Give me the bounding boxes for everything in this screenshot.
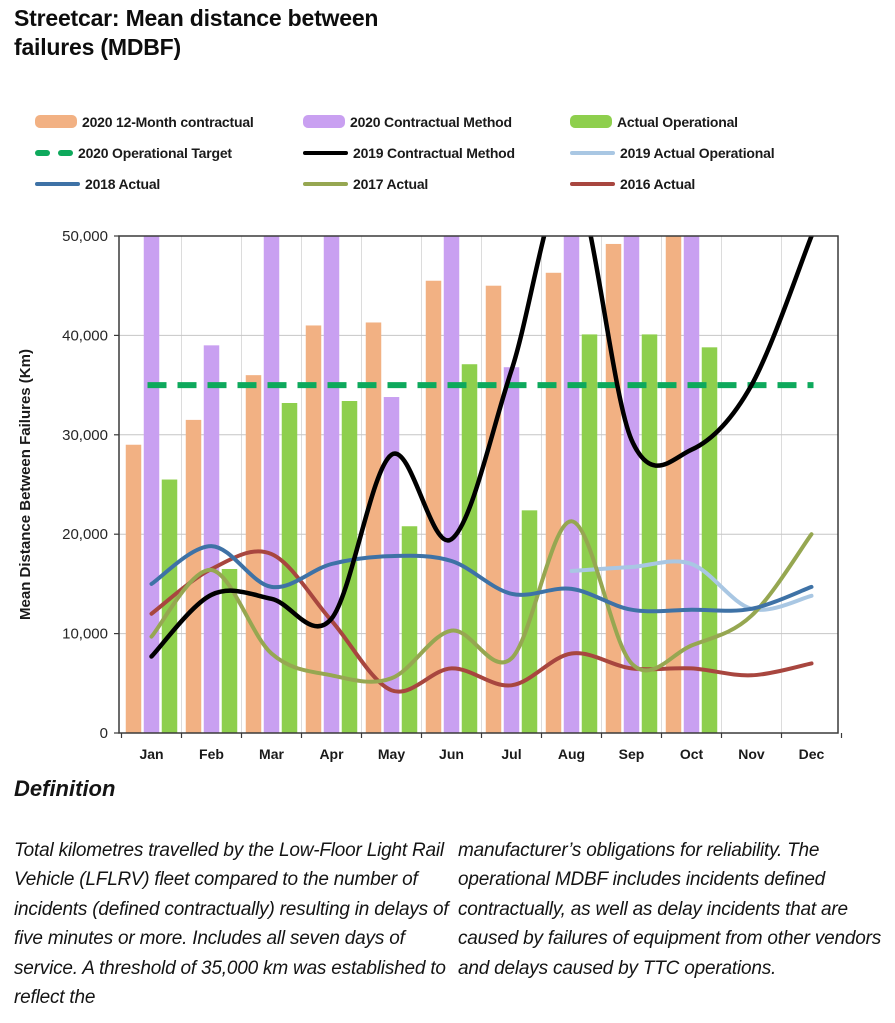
legend-label: 2019 Contractual Method xyxy=(353,144,515,161)
olive-line-swatch xyxy=(303,182,348,186)
x-tick-label: Jul xyxy=(501,746,522,762)
definition-text-right: manufacturer’s obligations for reliability. The operational MDBF includes incidents defined contractually, as well as delay incidents that are caused by failures of equipment from other vendors and delays caused by TTC operations. xyxy=(458,840,882,979)
definition-heading: Definition xyxy=(14,776,116,801)
legend-item xyxy=(303,114,570,130)
legend-label: Actual Operational xyxy=(617,113,738,130)
legend-label: 2020 Operational Target xyxy=(78,144,232,161)
legend-label: 2018 Actual xyxy=(85,175,161,192)
x-tick-label: Jan xyxy=(139,746,164,762)
mdbf-chart xyxy=(0,222,895,774)
green-bar-swatch xyxy=(570,115,612,128)
bar-actual-operational xyxy=(162,480,178,733)
bar-2020-12-month-contractual xyxy=(486,286,502,733)
x-tick-label: Apr xyxy=(319,746,344,762)
bar-2020-contractual-method xyxy=(684,236,700,733)
green-dashed-line-swatch xyxy=(35,150,73,156)
legend-label: 2020 12-Month contractual xyxy=(82,113,254,130)
bar-2020-12-month-contractual xyxy=(126,445,142,733)
page-title: Streetcar: Mean distance between failures (MDBF) xyxy=(14,5,379,61)
bar-actual-operational xyxy=(462,364,478,733)
x-tick-label: Jun xyxy=(439,746,464,762)
y-tick-label: 30,000 xyxy=(62,426,108,444)
blue-line-swatch xyxy=(35,182,80,186)
legend-item xyxy=(570,176,774,192)
chart-area xyxy=(0,222,895,774)
y-tick-label: 40,000 xyxy=(62,327,108,345)
bar-actual-operational xyxy=(702,347,718,733)
y-tick-label: 20,000 xyxy=(62,526,108,544)
legend-item xyxy=(303,176,570,192)
x-tick-label: Sep xyxy=(618,746,645,762)
light-blue-line-swatch xyxy=(570,151,615,155)
legend-item xyxy=(303,145,570,161)
x-tick-label: May xyxy=(377,746,406,762)
chart-legend xyxy=(35,106,774,199)
y-tick-label: 0 xyxy=(99,725,108,742)
x-tick-label: Feb xyxy=(199,746,224,762)
bar-actual-operational xyxy=(642,334,658,733)
bar-2020-contractual-method xyxy=(444,236,460,733)
legend-label: 2019 Actual Operational xyxy=(620,144,775,161)
bar-2020-contractual-method xyxy=(564,236,580,733)
x-tick-label: Aug xyxy=(557,746,586,762)
x-tick-label: Dec xyxy=(798,746,825,762)
orange-bar-swatch xyxy=(35,115,77,128)
x-tick-label: Oct xyxy=(679,746,704,762)
y-tick-label: 10,000 xyxy=(62,625,108,643)
y-tick-label: 50,000 xyxy=(62,228,108,245)
red-line-swatch xyxy=(570,182,615,186)
legend-item xyxy=(35,114,303,130)
legend-label: 2016 Actual xyxy=(620,175,696,192)
bar-2020-contractual-method xyxy=(204,345,220,733)
legend-item xyxy=(35,176,303,192)
x-tick-label: Mar xyxy=(259,746,284,762)
bar-2020-contractual-method xyxy=(504,367,520,733)
y-axis-title: Mean Distance Between Failures (Km) xyxy=(17,349,34,620)
legend-item xyxy=(35,145,303,161)
bar-2020-contractual-method xyxy=(324,236,340,733)
legend-item xyxy=(570,114,774,130)
definition-text-left: Total kilometres travelled by the Low-Floor Light Rail Vehicle (LFLRV) fleet compared to the number of incidents (defined contractually) resulting in delays of five minutes or more. Includes all seven days of service. A threshold of 35,000 km was established to reflect the xyxy=(14,840,449,1009)
bar-2020-contractual-method xyxy=(384,397,400,733)
black-line-swatch xyxy=(303,151,348,155)
legend-item xyxy=(570,145,774,161)
purple-bar-swatch xyxy=(303,115,345,128)
bar-2020-12-month-contractual xyxy=(426,281,442,733)
x-tick-label: Nov xyxy=(738,746,765,762)
bar-actual-operational xyxy=(342,401,358,733)
legend-label: 2020 Contractual Method xyxy=(350,113,512,130)
legend-label: 2017 Actual xyxy=(353,175,429,192)
